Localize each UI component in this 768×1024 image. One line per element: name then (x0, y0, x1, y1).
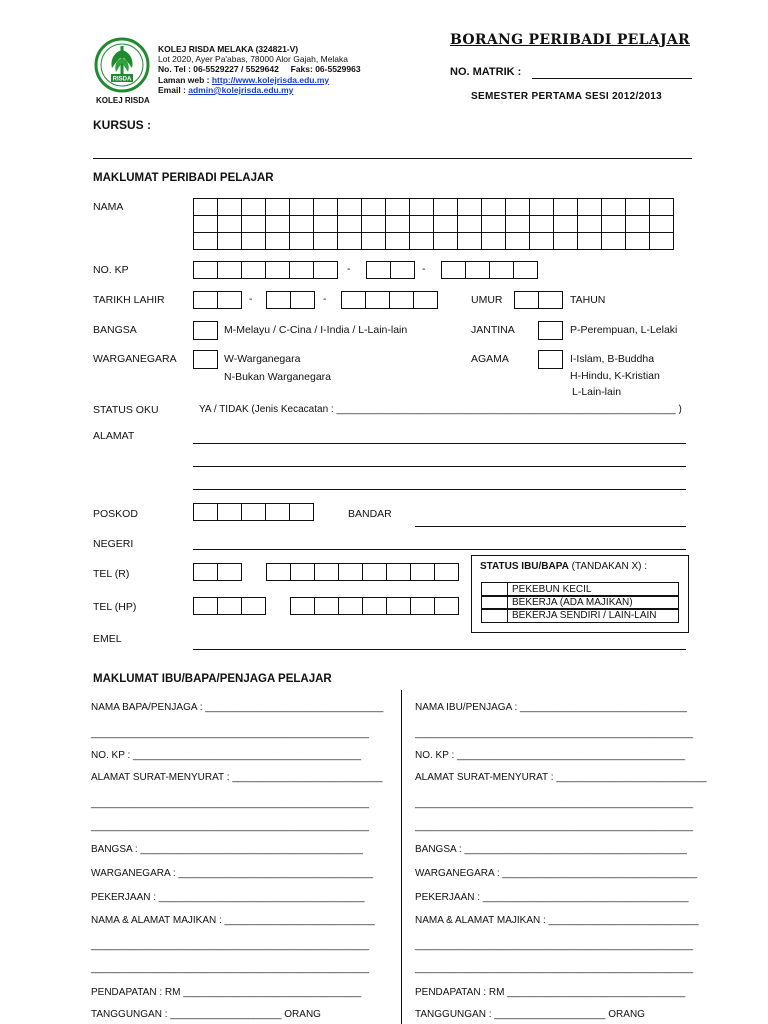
no-kp-grid-1[interactable] (193, 261, 338, 279)
agama-box[interactable] (538, 350, 563, 369)
college-contact-block (158, 44, 361, 95)
kursus-label: KURSUS : (93, 118, 152, 132)
bangsa-options: M-Melayu / C-Cina / I-India / L-Lain-lain (224, 324, 408, 336)
tel-r-label: TEL (R) (93, 568, 130, 580)
jantina-options: P-Perempuan, L-Lelaki (570, 324, 678, 336)
warga-opt-2: N-Bukan Warganegara (224, 371, 331, 383)
college-address: Lot 2020, Ayer Pa'abas, 78000 Alor Gajah, Melaka (158, 54, 349, 65)
form-title: BORANG PERIBADI PELAJAR (450, 32, 690, 48)
warganegara-label: WARGANEGARA (93, 353, 177, 365)
college-fax: Faks: 06-5529963 (290, 64, 361, 75)
bangsa-box[interactable] (193, 321, 218, 340)
right-tanggungan-field[interactable]: TANGGUNGAN : ____________________ ORANG (415, 1009, 645, 1020)
negeri-label: NEGERI (93, 538, 134, 550)
left-blank-4[interactable]: __________________________________________________ (91, 940, 370, 951)
status-option-label: PEKEBUN KECIL (512, 584, 592, 595)
bandar-field[interactable] (415, 526, 686, 527)
alamat-line-2[interactable] (193, 466, 686, 467)
svg-text:RISDA: RISDA (112, 76, 132, 83)
college-web (158, 75, 361, 85)
alamat-line-1[interactable] (193, 443, 686, 444)
left-pekerjaan-field[interactable]: PEKERJAAN : _____________________________________ (91, 892, 365, 903)
no-kp-label: NO. KP (93, 264, 129, 276)
agama-opt-2: H-Hindu, K-Kristian (570, 370, 660, 382)
date-dash-1: - (249, 293, 253, 305)
alamat-label: ALAMAT (93, 430, 135, 442)
college-name: KOLEJ RISDA MELAKA (324821-V) (158, 44, 299, 54)
right-pendapatan-field[interactable]: PENDAPATAN : RM ________________________________ (415, 987, 686, 998)
right-nama-field[interactable]: NAMA IBU/PENJAGA : ______________________________ (415, 702, 687, 713)
college-phone: No. Tel : 06-5529227 / 5529642 (158, 64, 279, 75)
college-email (158, 85, 361, 95)
tarikh-lahir-year[interactable] (341, 291, 438, 309)
tarikh-lahir-day[interactable] (193, 291, 242, 309)
email-link[interactable]: admin@kolejrisda.edu.my (188, 84, 294, 95)
matrik-label: NO. MATRIK : (450, 66, 522, 78)
status-oku-field[interactable]: YA / TIDAK (Jenis Kecacatan : _____________________________________________________________ ) (199, 404, 682, 415)
bandar-label: BANDAR (348, 508, 392, 520)
bangsa-label: BANGSA (93, 324, 137, 336)
no-kp-grid-2[interactable] (366, 261, 415, 279)
tarikh-lahir-month[interactable] (266, 291, 315, 309)
guardian-section-title: MAKLUMAT IBU/BAPA/PENJAGA PELAJAR (93, 673, 332, 685)
left-alamat-field[interactable]: ALAMAT SURAT-MENYURAT : ___________________________ (91, 772, 383, 783)
agama-label: AGAMA (471, 353, 509, 365)
status-option-bekerja-sendiri[interactable] (481, 608, 679, 623)
emel-field[interactable] (193, 649, 686, 650)
tel-r-code-grid[interactable] (193, 563, 242, 581)
left-blank-2[interactable]: __________________________________________________ (91, 798, 370, 809)
kp-dash-1: - (347, 263, 351, 275)
tel-hp-code-grid[interactable] (193, 597, 266, 615)
parent-status-title (480, 561, 647, 572)
web-link[interactable]: http://www.kolejrisda.edu.my (211, 74, 330, 85)
left-blank-3[interactable]: __________________________________________________ (91, 821, 370, 832)
kursus-field[interactable] (93, 158, 692, 159)
status-checkbox[interactable] (482, 609, 508, 622)
warga-opt-1: W-Warganegara (224, 353, 301, 365)
umur-grid[interactable] (514, 291, 563, 309)
left-bangsa-field[interactable]: BANGSA : ________________________________________ (91, 844, 363, 855)
kp-dash-2: - (422, 263, 426, 275)
right-alamat-field[interactable]: ALAMAT SURAT-MENYURAT : ___________________________ (415, 772, 707, 783)
warganegara-box[interactable] (193, 350, 218, 369)
right-blank-2[interactable]: __________________________________________________ (415, 798, 694, 809)
college-phone-fax (158, 64, 361, 74)
tarikh-lahir-label: TARIKH LAHIR (93, 294, 165, 306)
nama-label: NAMA (93, 201, 124, 213)
left-majikan-field[interactable]: NAMA & ALAMAT MAJIKAN : ___________________________ (91, 915, 375, 926)
date-dash-2: - (323, 293, 327, 305)
negeri-field[interactable] (193, 549, 686, 550)
right-warganegara-field[interactable]: WARGANEGARA : ___________________________________ (415, 868, 698, 879)
right-blank-5[interactable]: __________________________________________________ (415, 963, 694, 974)
jantina-label: JANTINA (471, 324, 515, 336)
right-majikan-field[interactable]: NAMA & ALAMAT MAJIKAN : ___________________________ (415, 915, 699, 926)
tel-hp-label: TEL (HP) (93, 601, 137, 613)
no-kp-grid-3[interactable] (441, 261, 538, 279)
parent-status-title-rest: (TANDAKAN X) : (568, 561, 648, 572)
right-bangsa-field[interactable]: BANGSA : ________________________________________ (415, 844, 687, 855)
poskod-grid[interactable] (193, 503, 314, 521)
status-oku-label: STATUS OKU (93, 404, 159, 416)
web-label: Laman web : (158, 74, 210, 85)
poskod-label: POSKOD (93, 508, 138, 520)
alamat-line-3[interactable] (193, 489, 686, 490)
nama-grid[interactable] (193, 198, 674, 250)
tel-hp-number-grid[interactable] (290, 597, 459, 615)
right-pekerjaan-field[interactable]: PEKERJAAN : _____________________________________ (415, 892, 689, 903)
left-blank-5[interactable]: __________________________________________________ (91, 963, 370, 974)
right-no-kp-field[interactable]: NO. KP : _________________________________________ (415, 750, 686, 761)
left-no-kp-field[interactable]: NO. KP : _________________________________________ (91, 750, 362, 761)
left-blank-1[interactable]: __________________________________________________ (91, 728, 370, 739)
left-tanggungan-field[interactable]: TANGGUNGAN : ____________________ ORANG (91, 1009, 321, 1020)
parent-status-title-bold: STATUS IBU/BAPA (480, 561, 569, 572)
right-blank-1[interactable]: __________________________________________________ (415, 728, 694, 739)
matrik-field[interactable] (532, 78, 692, 79)
email-label: Email : (158, 84, 186, 95)
left-nama-field[interactable]: NAMA BAPA/PENJAGA : ________________________________ (91, 702, 384, 713)
emel-label: EMEL (93, 633, 122, 645)
jantina-box[interactable] (538, 321, 563, 340)
personal-section-title: MAKLUMAT PERIBADI PELAJAR (93, 172, 274, 184)
agama-opt-1: I-Islam, B-Buddha (570, 353, 655, 365)
left-warganegara-field[interactable]: WARGANEGARA : ___________________________________ (91, 868, 374, 879)
status-option-label: BEKERJA (ADA MAJIKAN) (512, 597, 633, 608)
tahun-label: TAHUN (570, 294, 606, 306)
umur-label: UMUR (471, 294, 503, 306)
status-option-label: BEKERJA SENDIRI / LAIN-LAIN (512, 610, 657, 621)
right-blank-4[interactable]: __________________________________________________ (415, 940, 694, 951)
logo-caption: KOLEJ RISDA (96, 96, 150, 105)
column-divider (401, 690, 402, 1024)
semester-label: SEMESTER PERTAMA SESI 2012/2013 (471, 91, 663, 102)
right-blank-3[interactable]: __________________________________________________ (415, 821, 694, 832)
left-pendapatan-field[interactable]: PENDAPATAN : RM ________________________________ (91, 987, 362, 998)
kolej-risda-logo (92, 36, 152, 94)
tel-r-number-grid[interactable] (266, 563, 459, 581)
agama-opt-3: L-Lain-lain (572, 386, 622, 398)
